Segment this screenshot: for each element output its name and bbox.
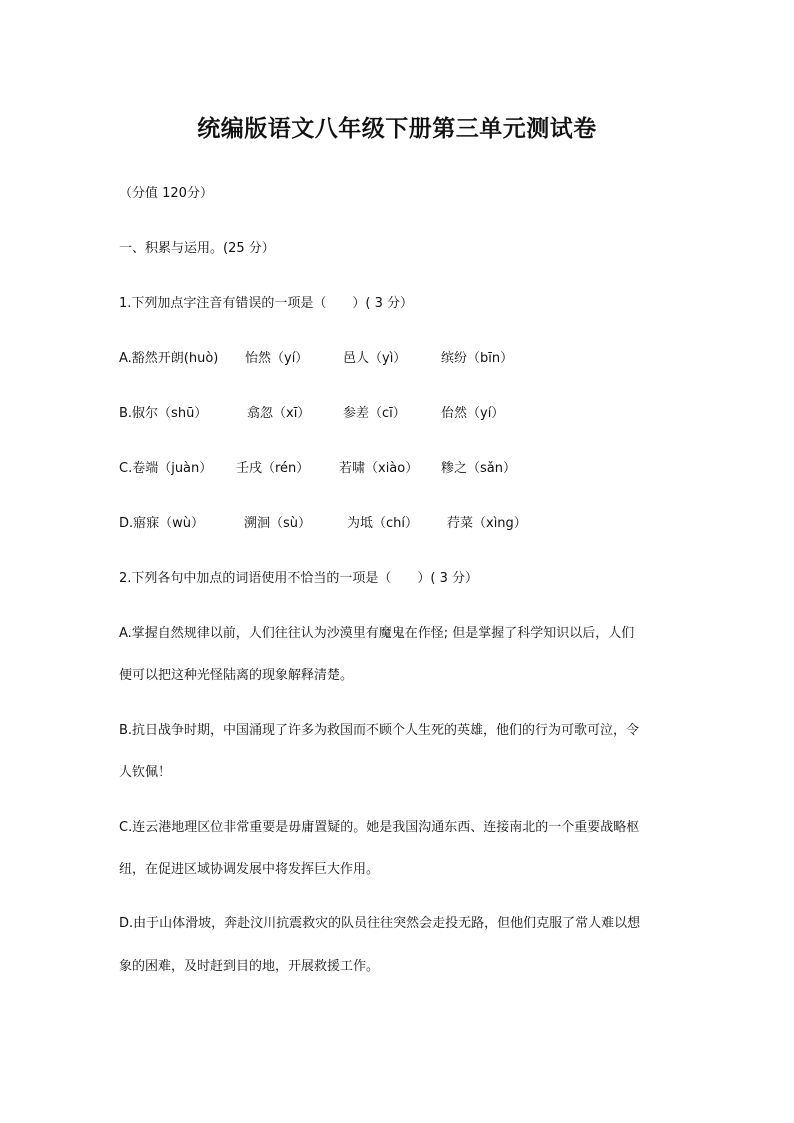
- option-c-item: 糁之（sǎn）: [441, 461, 516, 476]
- question-2-option-a-line2: 便可以把这种光怪陆离的现象解释清楚。: [119, 668, 354, 683]
- option-d-item: 荇菜（xìng）: [447, 516, 527, 531]
- question-2-option-c-line1: C.连云港地理区位非常重要是毋庸置疑的。她是我国沟通东西、连接南北的一个重要战略枢: [119, 820, 640, 835]
- option-d-item: 溯洄（sù）: [244, 516, 312, 531]
- question-2-option-b-line2: 人钦佩！: [119, 765, 172, 780]
- question-1-stem: 1.下列加点字注音有错误的一项是（ ）( 3 分）: [119, 296, 414, 311]
- question-2-option-a-line1: A.掌握自然规律以前，人们往往认为沙漠里有魔鬼在作怪; 但是掌握了科学知识以后，人们: [119, 626, 635, 641]
- question-2-option-b-line1: B.抗日战争时期，中国涌现了许多为救国而不顾个人生死的英雄，他们的行为可歌可泣，令: [119, 723, 640, 738]
- option-d-item: 为坻（chí）: [347, 516, 418, 531]
- option-a-item: 缤纷（bīn）: [441, 351, 514, 366]
- option-b-item: 参差（cī）: [343, 406, 406, 421]
- option-a-item: A.豁然开朗(huò): [119, 351, 219, 366]
- option-a-item: 邑人（yì）: [343, 351, 407, 366]
- question-2-stem: 2.下列各句中加点的词语使用不恰当的一项是（ ）( 3 分）: [119, 571, 479, 586]
- question-2-option-d-line1: D.由于山体滑坡，奔赴汶川抗震救灾的队员往往突然会走投无路，但他们克服了常人难以想: [119, 916, 641, 931]
- option-b-item: 翕忽（xī）: [247, 406, 311, 421]
- question-2-option-d-line2: 象的困难，及时赶到目的地，开展救援工作。: [119, 959, 380, 974]
- section-heading: 一、积累与运用。(25 分）: [119, 241, 275, 256]
- option-c-item: 壬戌（rén）: [236, 461, 310, 476]
- option-a-item: 怡然（yí）: [245, 351, 309, 366]
- option-b-item: 佁然（yí）: [441, 406, 505, 421]
- score-note: （分值 120分）: [119, 186, 213, 201]
- option-c-item: 若啸（xiào）: [339, 461, 419, 476]
- option-d-item: D.寤寐（wù）: [119, 516, 205, 531]
- option-c-item: C.卷端（juàn）: [119, 461, 213, 476]
- question-2-option-c-line2: 纽，在促进区域协调发展中将发挥巨大作用。: [119, 862, 380, 877]
- page-title: 统编版语文八年级下册第三单元测试卷: [197, 115, 597, 142]
- option-b-item: B.俶尔（shū）: [119, 406, 208, 421]
